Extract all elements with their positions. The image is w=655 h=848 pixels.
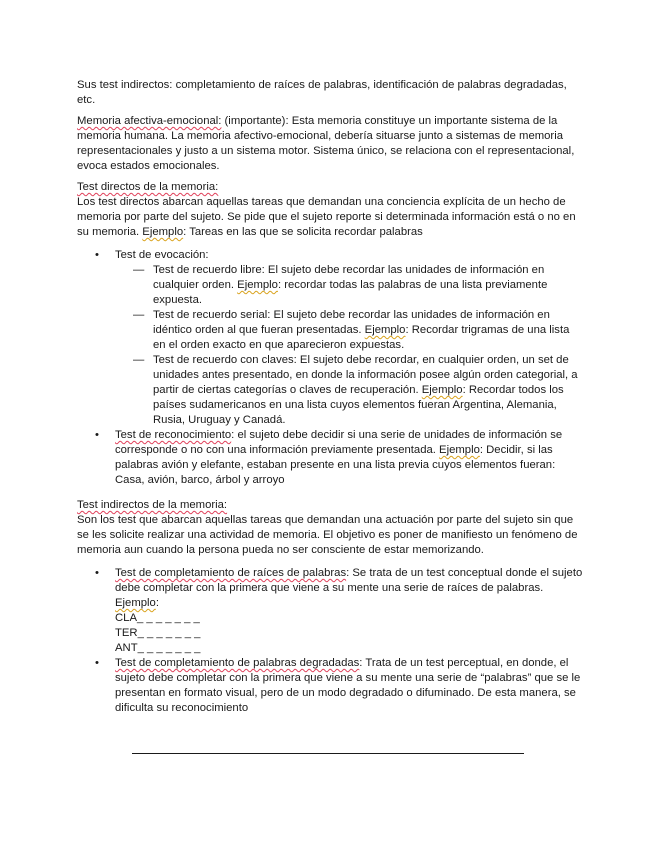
- list-item-degradadas: • Test de completamiento de palabras degradadas: Trata de un test perceptual, en donde, el sujeto debe completar con la primera que viene a su mente una serie de “palabras” que se le presentan en formato visual, pero de un modo degradado o difuminado. De esta manera, se dificulta su reconocimiento: [115, 656, 583, 716]
- list-item-evocacion: • Test de evocación: — Test de recuerdo libre: El sujeto debe recordar las unidades de información en cualquier orden. Ejemplo: recordar todas las palabras de una lista previamente expuesta. — Test de recuerdo serial: El sujeto debe recordar las unidades de información en idéntico orden al que fueran presentadas. Ejemplo: Recordar trigramas de una lista en el orden exacto en que aparecieron expuestas. — Test de recuerdo con claves: El sujeto debe recordar, en cualquier orden, un set de unidades antes presentado, en donde la información posee algún orden categorial, a partir de ciertas categorías o claves de recuperación. Ejemplo: Recordar todos los países sudamericanos en una lista cuyos elementos fueran Argentina, Alemania, Rusia, Uruguay y Canadá.: [115, 248, 583, 428]
- list-item-recuerdo-libre: — Test de recuerdo libre: El sujeto debe recordar las unidades de información en cualquier orden. Ejemplo: recordar todas las palabras de una lista previamente expuesta.: [153, 263, 583, 308]
- test-directos-list: [77, 248, 583, 488]
- test-directos-body: Los test directos abarcan aquellas tareas que demandan una conciencia explícita de un hecho de memoria por parte del sujeto. Se pide que el sujeto reporte si determinada información está o no en su memoria. Ejemplo: Tareas en las que se solicita recordar palabras: [77, 196, 576, 238]
- test-indirectos-body: Son los test que abarcan aquellas tareas que demandan una actuación por parte del sujeto sin que se les solicite realizar una actividad de memoria. El objetivo es poner de manifiesto un fenómeno de memoria aun cuando la persona pueda no ser consciente de estar memorizando.: [77, 514, 578, 556]
- list-item-recuerdo-claves: — Test de recuerdo con claves: El sujeto debe recordar, en cualquier orden, un set de unidades antes presentado, en donde la información posee algún orden categorial, a partir de ciertas categorías o claves de recuperación. Ejemplo: Recordar todos los países sudamericanos en una lista cuyos elementos fueran Argentina, Alemania, Rusia, Uruguay y Canadá.: [153, 353, 583, 428]
- ejemplo-word: Ejemplo: [142, 226, 184, 238]
- evocacion-sublist: [115, 263, 583, 428]
- ejemplo-word: Ejemplo: [115, 597, 156, 609]
- ejemplo-word: Ejemplo: [439, 444, 480, 456]
- ejemplo-word: Ejemplo: [364, 324, 406, 336]
- word-root-ant: ANT_ _ _ _ _ _ _: [115, 642, 201, 654]
- word-root-ter: TER_ _ _ _ _ _ _: [115, 627, 201, 639]
- memoria-afectiva-label: Memoria afectiva-emocional:: [77, 115, 222, 127]
- test-indirectos-list: [77, 566, 583, 716]
- test-indirectos-heading: Test indirectos de la memoria:: [77, 499, 228, 511]
- intro-paragraph: Sus test indirectos: completamiento de raíces de palabras, identificación de palabras degradadas, etc.: [77, 79, 567, 106]
- list-item-raices: • Test de completamiento de raíces de palabras: Se trata de un test conceptual donde el sujeto debe completar con la primera que viene a su mente una serie de raíces de palabras. Ejemplo: CLA_ _ _ _ _ _ _ TER_ _ _ _ _ _ _ ANT_ _ _ _ _ _ _: [115, 566, 583, 656]
- test-directos-heading: Test directos de la memoria:: [77, 181, 219, 193]
- list-item-reconocimiento: • Test de reconocimiento: el sujeto debe decidir si una serie de unidades de información se corresponde o no con una información previamente presentada. Ejemplo: Decidir, si las palabras avión y elefante, estaban presente en una lista previa cuyos elementos fueran: Casa, avión, barco, árbol y arroyo: [115, 428, 583, 488]
- document-page: [77, 78, 583, 716]
- horizontal-rule: [132, 753, 524, 754]
- ejemplo-word: Ejemplo: [237, 279, 278, 291]
- list-item-recuerdo-serial: — Test de recuerdo serial: El sujeto debe recordar las unidades de información en idéntico orden al que fueran presentadas. Ejemplo: Recordar trigramas de una lista en el orden exacto en que aparecieron expuestas.: [153, 308, 583, 353]
- memoria-afectiva-paragraph: [77, 114, 583, 174]
- word-root-cla: CLA_ _ _ _ _ _ _: [115, 612, 200, 624]
- memoria-afectiva-text: (importante): Esta memoria constituye un importante sistema de la memoria humana. La memoria afectivo-emocional, debería situarse junto a sistemas de memoria representacionales y justo a un sistema motor. Sistema único, se relaciona con el representacional, evoca estados emocionales.: [77, 115, 575, 172]
- ejemplo-word: Ejemplo: [421, 384, 463, 396]
